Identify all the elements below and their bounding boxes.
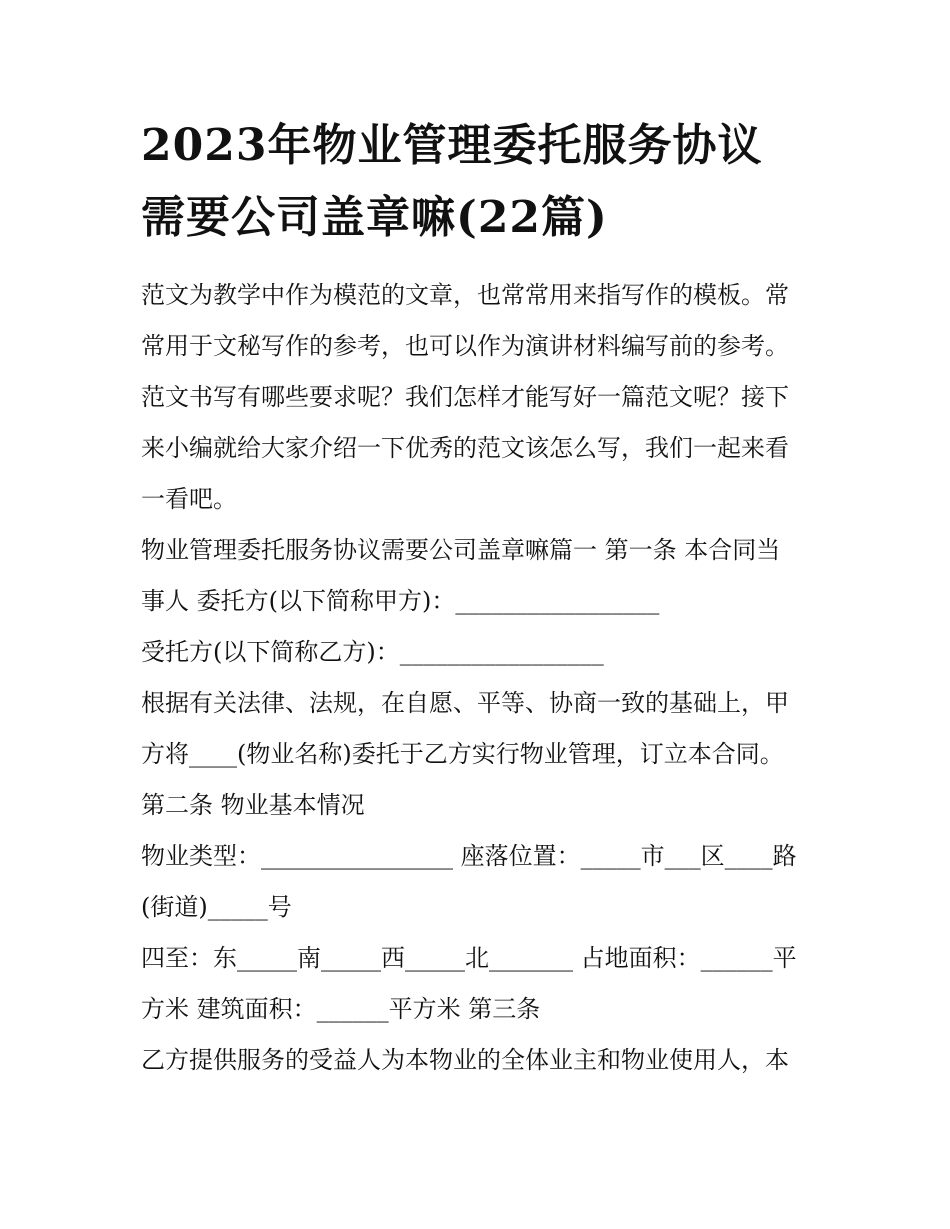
- body-line: 范文书写有哪些要求呢？我们怎样才能写好一篇范文呢？接下: [141, 383, 789, 411]
- body-line: 物业类型：________________ 座落位置：_____市___区____路: [141, 842, 797, 870]
- body-line: 乙方提供服务的受益人为本物业的全体业主和物业使用人，本: [141, 1046, 789, 1074]
- body-line: 受托方(以下简称乙方)：_________________: [141, 638, 604, 666]
- title-line-1: 2023年物业管理委托服务协议: [141, 120, 763, 171]
- body-line: 一看吧。: [141, 485, 237, 513]
- body-line: 范文为教学中作为模范的文章，也常常用来指写作的模板。常: [141, 281, 789, 309]
- body-line: 方米 建筑面积：______平方米 第三条: [141, 995, 541, 1023]
- title-line-2: 需要公司盖章嘛(22篇): [141, 192, 608, 243]
- body-line: 常用于文秘写作的参考，也可以作为演讲材料编写前的参考。: [141, 332, 789, 360]
- body-line: 方将____(物业名称)委托于乙方实行物业管理，订立本合同。: [141, 740, 784, 768]
- body-line: 根据有关法律、法规，在自愿、平等、协商一致的基础上，甲: [141, 689, 789, 717]
- document-title: [141, 110, 811, 254]
- body-line: 第二条 物业基本情况: [141, 791, 365, 819]
- body-line: 来小编就给大家介绍一下优秀的范文该怎么写，我们一起来看: [141, 434, 789, 462]
- body-line: 四至：东_____南_____西_____北_______ 占地面积：______平: [141, 944, 797, 972]
- body-line: (街道)_____号: [141, 893, 292, 921]
- document-body: [141, 270, 811, 1086]
- body-line: 事人 委托方(以下简称甲方)：_________________: [141, 587, 660, 615]
- body-line: 物业管理委托服务协议需要公司盖章嘛篇一 第一条 本合同当: [141, 536, 781, 564]
- document-page: [141, 110, 811, 1086]
